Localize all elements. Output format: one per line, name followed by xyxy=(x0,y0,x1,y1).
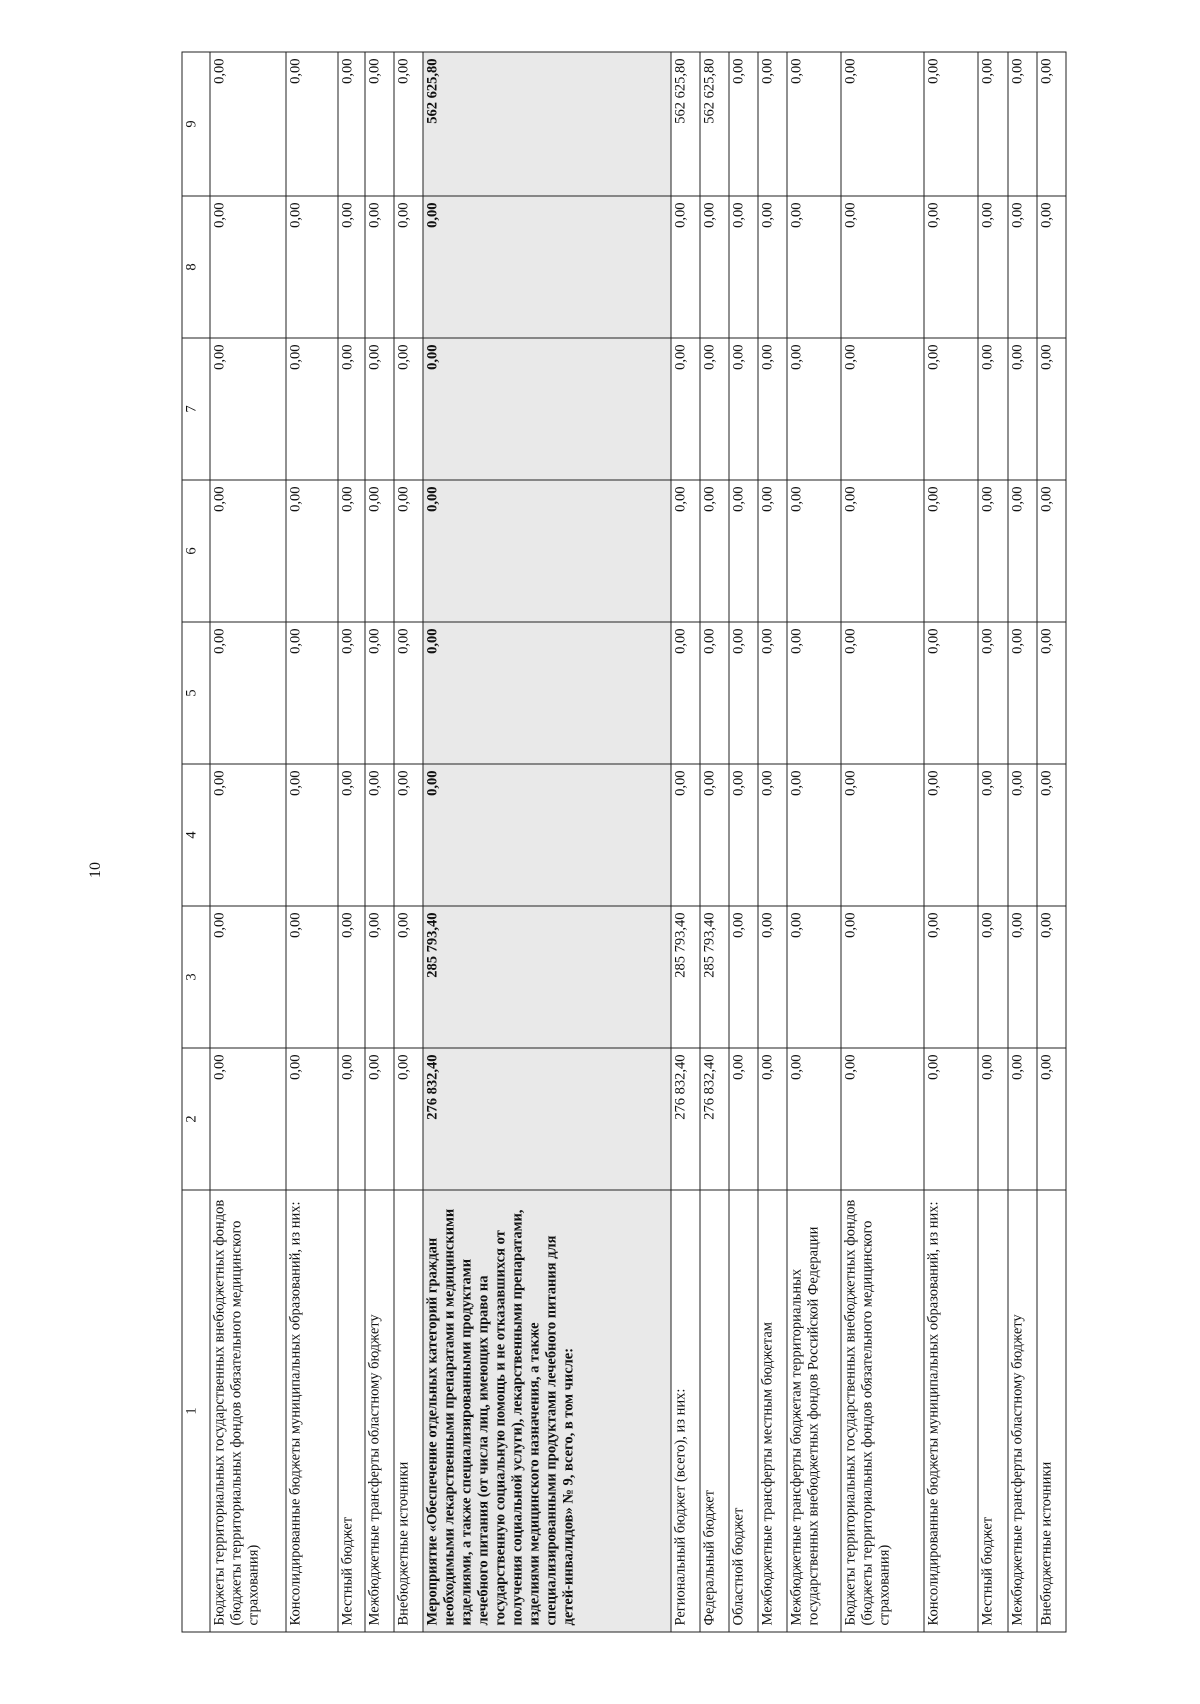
table-row xyxy=(365,52,394,1632)
value-cell: 276 832,40 xyxy=(700,1048,729,1190)
value-cell: 0,00 xyxy=(365,52,394,196)
value-cell: 0,00 xyxy=(729,196,758,338)
value-cell: 0,00 xyxy=(286,906,338,1048)
value-cell: 0,00 xyxy=(758,906,787,1048)
row-label: Внебюджетные источники xyxy=(394,1190,423,1632)
table-row xyxy=(787,52,841,1632)
value-cell: 0,00 xyxy=(338,196,365,338)
value-cell: 0,00 xyxy=(286,338,338,480)
value-cell: 0,00 xyxy=(978,906,1007,1048)
header-row xyxy=(182,52,210,1632)
value-cell: 0,00 xyxy=(758,52,787,196)
value-cell: 0,00 xyxy=(210,622,286,764)
value-cell: 0,00 xyxy=(1008,1048,1037,1190)
table-row xyxy=(671,52,700,1632)
value-cell: 0,00 xyxy=(924,622,978,764)
value-cell: 0,00 xyxy=(365,480,394,622)
value-cell: 0,00 xyxy=(394,196,423,338)
table-row xyxy=(978,52,1007,1632)
value-cell: 0,00 xyxy=(1037,480,1066,622)
value-cell: 285 793,40 xyxy=(423,906,670,1048)
value-cell: 0,00 xyxy=(365,764,394,906)
value-cell: 0,00 xyxy=(671,622,700,764)
value-cell: 0,00 xyxy=(338,338,365,480)
value-cell: 562 625,80 xyxy=(671,52,700,196)
value-cell: 0,00 xyxy=(671,480,700,622)
value-cell: 0,00 xyxy=(787,1048,841,1190)
header-cell: 6 xyxy=(182,480,210,622)
value-cell: 0,00 xyxy=(1008,906,1037,1048)
value-cell: 0,00 xyxy=(758,1048,787,1190)
value-cell: 0,00 xyxy=(286,1048,338,1190)
value-cell: 0,00 xyxy=(1037,52,1066,196)
value-cell: 0,00 xyxy=(210,52,286,196)
value-cell: 0,00 xyxy=(338,906,365,1048)
value-cell: 0,00 xyxy=(338,52,365,196)
value-cell: 0,00 xyxy=(841,52,924,196)
value-cell: 0,00 xyxy=(729,1048,758,1190)
value-cell: 0,00 xyxy=(700,764,729,906)
value-cell: 0,00 xyxy=(978,52,1007,196)
value-cell: 0,00 xyxy=(978,480,1007,622)
value-cell: 0,00 xyxy=(338,1048,365,1190)
value-cell: 0,00 xyxy=(758,622,787,764)
value-cell: 0,00 xyxy=(729,338,758,480)
page-number: 10 xyxy=(87,862,104,878)
value-cell: 0,00 xyxy=(338,480,365,622)
header-cell: 8 xyxy=(182,196,210,338)
value-cell: 0,00 xyxy=(978,764,1007,906)
header-cell: 3 xyxy=(182,906,210,1048)
value-cell: 0,00 xyxy=(978,338,1007,480)
value-cell: 0,00 xyxy=(924,52,978,196)
value-cell: 0,00 xyxy=(286,622,338,764)
row-label: Региональный бюджет (всего), из них: xyxy=(671,1190,700,1632)
value-cell: 0,00 xyxy=(787,480,841,622)
value-cell: 0,00 xyxy=(841,906,924,1048)
value-cell: 0,00 xyxy=(758,196,787,338)
value-cell: 0,00 xyxy=(286,764,338,906)
table-row xyxy=(924,52,978,1632)
value-cell: 0,00 xyxy=(841,480,924,622)
value-cell: 0,00 xyxy=(671,338,700,480)
value-cell: 0,00 xyxy=(210,906,286,1048)
row-label: Консолидированные бюджеты муниципальных образований, из них: xyxy=(286,1190,338,1632)
value-cell: 0,00 xyxy=(365,196,394,338)
value-cell: 0,00 xyxy=(700,196,729,338)
value-cell: 0,00 xyxy=(841,622,924,764)
table-row xyxy=(286,52,338,1632)
row-label: Федеральный бюджет xyxy=(700,1190,729,1632)
value-cell: 0,00 xyxy=(758,480,787,622)
row-label: Мероприятие «Обеспечение отдельных категорий граждан необходимыми лекарственными препаратами и медицинскими изделиями, а также специализированными продуктами лечебного питания (от числа лиц, имеющих право на государственную социальную помощь и не отказавшихся от получения социальной услуги), лекарственными препаратами, изделиями медицинского назначения, а также специализированными продуктами лечебного питания для детей-инвалидов» № 9, всего, в том числе: xyxy=(423,1190,670,1632)
value-cell: 0,00 xyxy=(394,52,423,196)
value-cell: 0,00 xyxy=(210,196,286,338)
value-cell: 0,00 xyxy=(1037,622,1066,764)
value-cell: 0,00 xyxy=(1008,622,1037,764)
value-cell: 276 832,40 xyxy=(423,1048,670,1190)
value-cell: 0,00 xyxy=(1008,52,1037,196)
value-cell: 0,00 xyxy=(1008,480,1037,622)
value-cell: 0,00 xyxy=(787,338,841,480)
header-cell: 9 xyxy=(182,52,210,196)
row-label: Межбюджетные трансферты областному бюджету xyxy=(1008,1190,1037,1632)
header-cell: 5 xyxy=(182,622,210,764)
value-cell: 0,00 xyxy=(729,52,758,196)
value-cell: 0,00 xyxy=(394,764,423,906)
row-label: Областной бюджет xyxy=(729,1190,758,1632)
value-cell: 0,00 xyxy=(286,196,338,338)
value-cell: 0,00 xyxy=(394,338,423,480)
value-cell: 0,00 xyxy=(841,196,924,338)
row-label: Консолидированные бюджеты муниципальных образований, из них: xyxy=(924,1190,978,1632)
table-row xyxy=(210,52,286,1632)
value-cell: 0,00 xyxy=(924,764,978,906)
table-row xyxy=(338,52,365,1632)
value-cell: 0,00 xyxy=(210,1048,286,1190)
value-cell: 0,00 xyxy=(394,622,423,764)
value-cell: 0,00 xyxy=(671,196,700,338)
table-row xyxy=(758,52,787,1632)
value-cell: 0,00 xyxy=(787,906,841,1048)
value-cell: 0,00 xyxy=(700,480,729,622)
value-cell: 0,00 xyxy=(423,480,670,622)
value-cell: 0,00 xyxy=(338,622,365,764)
value-cell: 276 832,40 xyxy=(671,1048,700,1190)
value-cell: 0,00 xyxy=(365,906,394,1048)
value-cell: 0,00 xyxy=(210,480,286,622)
table-row xyxy=(729,52,758,1632)
value-cell: 0,00 xyxy=(758,764,787,906)
value-cell: 0,00 xyxy=(365,622,394,764)
table-row xyxy=(394,52,423,1632)
value-cell: 0,00 xyxy=(924,1048,978,1190)
value-cell: 0,00 xyxy=(338,764,365,906)
value-cell: 0,00 xyxy=(210,764,286,906)
row-label: Межбюджетные трансферты областному бюджету xyxy=(365,1190,394,1632)
value-cell: 562 625,80 xyxy=(700,52,729,196)
value-cell: 0,00 xyxy=(729,622,758,764)
value-cell: 0,00 xyxy=(978,1048,1007,1190)
value-cell: 0,00 xyxy=(1008,196,1037,338)
value-cell: 0,00 xyxy=(924,196,978,338)
row-label: Бюджеты территориальных государственных внебюджетных фондов (бюджеты территориальных фондов обязательного медицинского страхования) xyxy=(841,1190,924,1632)
value-cell: 0,00 xyxy=(1037,764,1066,906)
rotated-table-container xyxy=(182,52,1067,1632)
value-cell: 0,00 xyxy=(423,622,670,764)
value-cell: 0,00 xyxy=(924,906,978,1048)
budget-table xyxy=(182,51,1067,1632)
value-cell: 0,00 xyxy=(758,338,787,480)
value-cell: 0,00 xyxy=(286,52,338,196)
table-row xyxy=(700,52,729,1632)
value-cell: 0,00 xyxy=(1037,1048,1066,1190)
row-label: Местный бюджет xyxy=(978,1190,1007,1632)
value-cell: 0,00 xyxy=(210,338,286,480)
value-cell: 0,00 xyxy=(841,338,924,480)
value-cell: 0,00 xyxy=(729,906,758,1048)
value-cell: 0,00 xyxy=(841,764,924,906)
value-cell: 0,00 xyxy=(924,480,978,622)
value-cell: 0,00 xyxy=(924,338,978,480)
value-cell: 0,00 xyxy=(671,764,700,906)
row-label: Местный бюджет xyxy=(338,1190,365,1632)
value-cell: 0,00 xyxy=(787,622,841,764)
row-label: Внебюджетные источники xyxy=(1037,1190,1066,1632)
table-row-measure-9 xyxy=(423,52,670,1632)
value-cell: 0,00 xyxy=(700,338,729,480)
header-cell: 2 xyxy=(182,1048,210,1190)
value-cell: 0,00 xyxy=(423,338,670,480)
value-cell: 0,00 xyxy=(394,906,423,1048)
value-cell: 0,00 xyxy=(841,1048,924,1190)
header-cell: 1 xyxy=(182,1190,210,1632)
value-cell: 562 625,80 xyxy=(423,52,670,196)
value-cell: 0,00 xyxy=(1008,338,1037,480)
table-row xyxy=(1008,52,1037,1632)
value-cell: 0,00 xyxy=(423,764,670,906)
value-cell: 0,00 xyxy=(394,480,423,622)
value-cell: 0,00 xyxy=(394,1048,423,1190)
value-cell: 0,00 xyxy=(365,1048,394,1190)
value-cell: 285 793,40 xyxy=(671,906,700,1048)
row-label: Межбюджетные трансферты бюджетам территориальных государственных внебюджетных фондов Российской Федерации xyxy=(787,1190,841,1632)
value-cell: 0,00 xyxy=(729,480,758,622)
value-cell: 0,00 xyxy=(787,52,841,196)
value-cell: 0,00 xyxy=(423,196,670,338)
value-cell: 0,00 xyxy=(787,196,841,338)
value-cell: 0,00 xyxy=(1037,906,1066,1048)
value-cell: 0,00 xyxy=(1037,338,1066,480)
table-row xyxy=(841,52,924,1632)
row-label: Бюджеты территориальных государственных внебюджетных фондов (бюджеты территориальных фондов обязательного медицинского страхования) xyxy=(210,1190,286,1632)
row-label: Межбюджетные трансферты местным бюджетам xyxy=(758,1190,787,1632)
value-cell: 0,00 xyxy=(286,480,338,622)
value-cell: 0,00 xyxy=(365,338,394,480)
value-cell: 0,00 xyxy=(787,764,841,906)
value-cell: 0,00 xyxy=(1008,764,1037,906)
value-cell: 285 793,40 xyxy=(700,906,729,1048)
value-cell: 0,00 xyxy=(978,622,1007,764)
header-cell: 4 xyxy=(182,764,210,906)
table-row xyxy=(1037,52,1066,1632)
value-cell: 0,00 xyxy=(729,764,758,906)
header-cell: 7 xyxy=(182,338,210,480)
value-cell: 0,00 xyxy=(978,196,1007,338)
value-cell: 0,00 xyxy=(1037,196,1066,338)
value-cell: 0,00 xyxy=(700,622,729,764)
